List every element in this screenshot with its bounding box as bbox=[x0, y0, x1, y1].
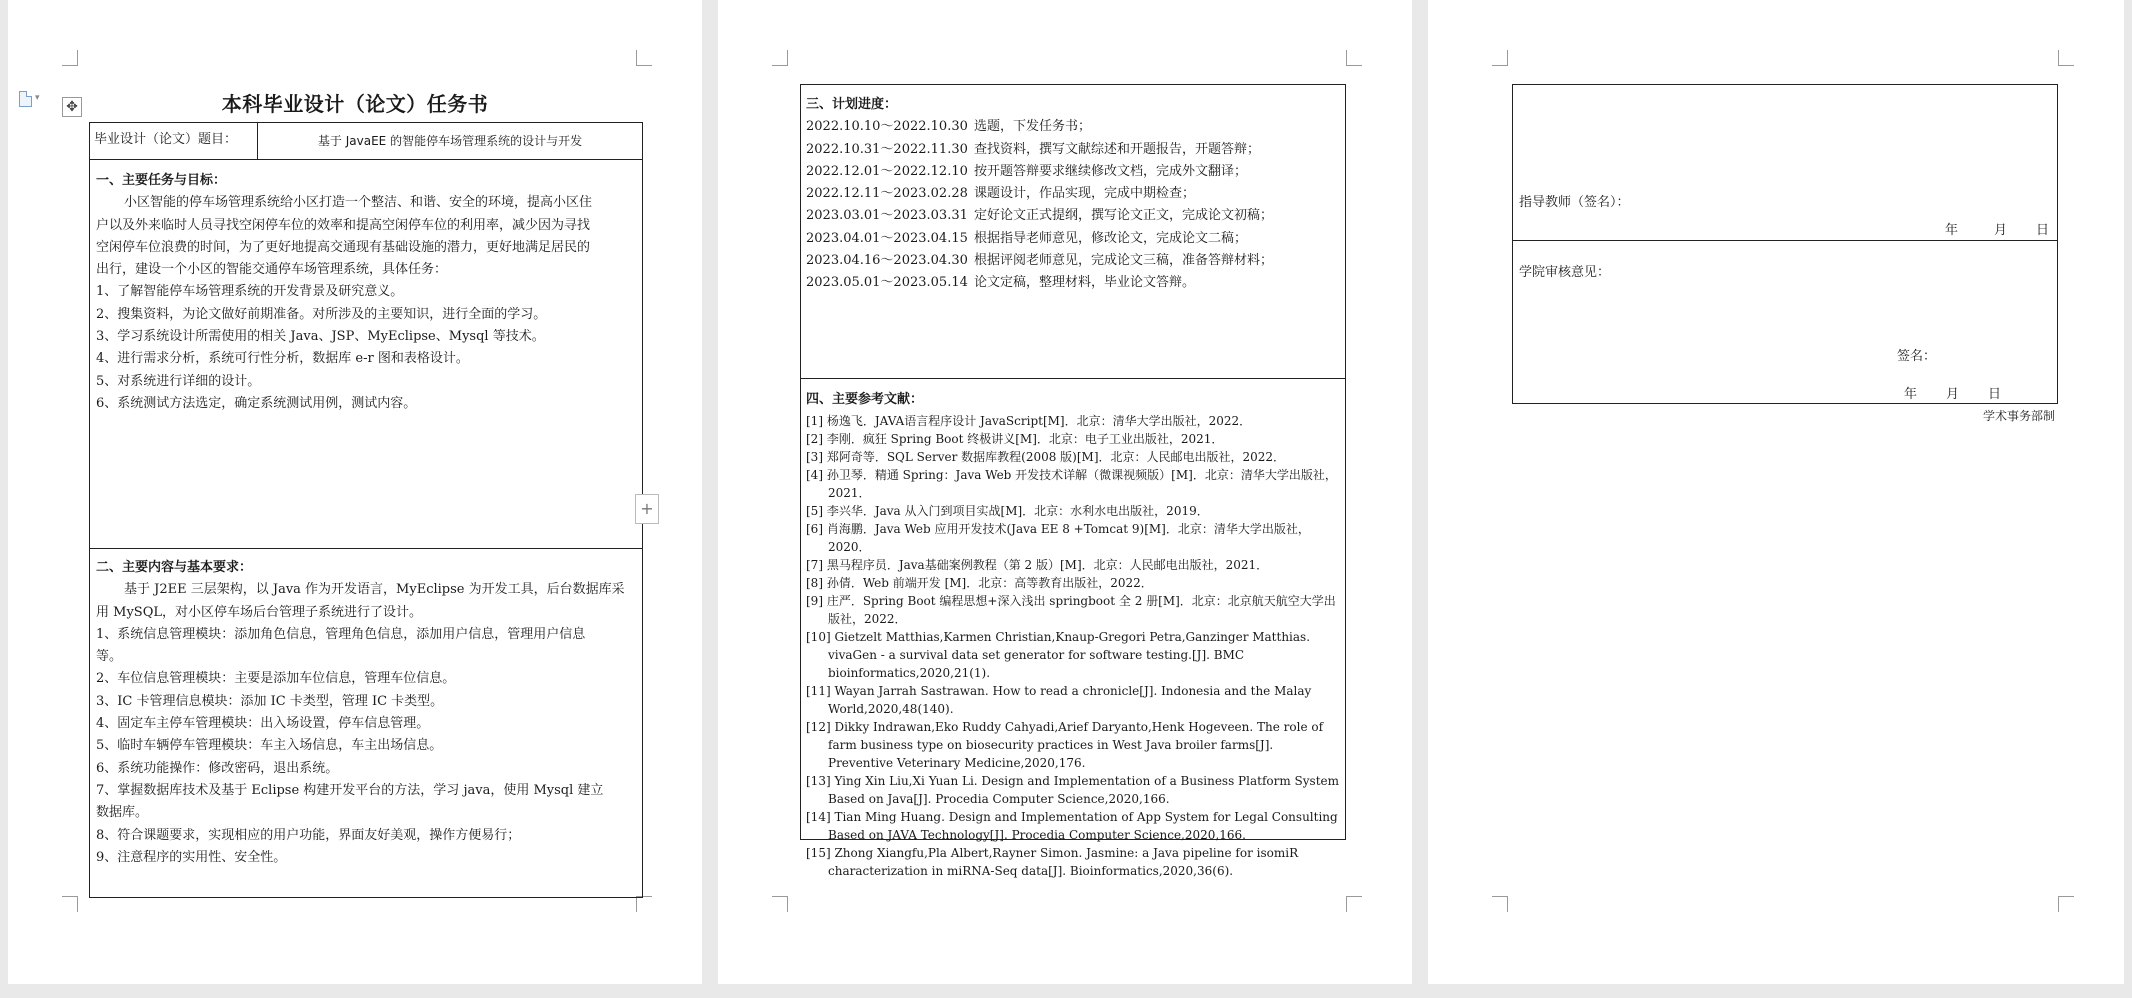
schedule-row bbox=[806, 228, 1342, 250]
schedule-dates: 2023.05.01～2023.05.14 bbox=[806, 275, 968, 291]
reference-item: [9] 庄严．Spring Boot 编程思想+深入浅出 springboot 全 2 册[M]．北京：北京航天航空大学出版社，2022． bbox=[806, 594, 1336, 626]
schedule-row bbox=[806, 250, 1342, 272]
list-item: 2、搜集资料，为论文做好前期准备。对所涉及的主要知识，进行全面的学习。 bbox=[96, 306, 547, 322]
crop-mark bbox=[2058, 896, 2074, 912]
date-day: 日 bbox=[2036, 223, 2050, 238]
schedule-row bbox=[806, 116, 1342, 138]
text-line: 小区智能的停车场管理系统给小区打造一个整洁、和谐、安全的环境，提高小区住 bbox=[124, 195, 593, 211]
date-year: 年 bbox=[1945, 223, 1959, 238]
date-month: 月 bbox=[1946, 387, 1960, 402]
schedule-row bbox=[806, 161, 1342, 183]
crop-mark bbox=[62, 50, 78, 66]
list-item: 3、学习系统设计所需使用的相关 Java、JSP、MyEclipse、Mysql 等技术。 bbox=[96, 329, 545, 345]
schedule-task: 按开题答辩要求继续修改文档，完成外文翻译； bbox=[974, 163, 1248, 179]
page-2 bbox=[718, 0, 1412, 984]
page-1 bbox=[8, 0, 702, 984]
reference-item: [1] 杨逸飞．JAVA语言程序设计 JavaScript[M]．北京：清华大学出版社，2022． bbox=[806, 414, 1252, 428]
chevron-down-icon[interactable]: ▾ bbox=[35, 93, 40, 103]
section3-body[interactable] bbox=[806, 94, 1342, 295]
schedule-row bbox=[806, 272, 1342, 294]
document-title[interactable]: 本科毕业设计（论文）任务书 bbox=[221, 92, 489, 116]
row-divider bbox=[89, 548, 643, 549]
document-icon[interactable] bbox=[19, 91, 32, 107]
page-3 bbox=[1428, 0, 2124, 984]
table-move-icon[interactable]: ✥ bbox=[62, 97, 82, 117]
crop-mark bbox=[1492, 50, 1508, 66]
schedule-row bbox=[806, 139, 1342, 161]
section3-heading: 三、计划进度： bbox=[806, 97, 898, 112]
reference-item: [13] Ying Xin Liu,Xi Yuan Li. Design and Implementation of a Business Platform System Based on Java[J]. Procedia Computer Science,2020,166. bbox=[806, 774, 1340, 806]
topic-label[interactable]: 毕业设计（论文）题目： bbox=[94, 132, 238, 147]
date-year: 年 bbox=[1904, 387, 1918, 402]
row-divider bbox=[800, 378, 1346, 379]
reference-item: [6] 肖海鹏．Java Web 应用开发技术(Java EE 8 +Tomcat 9)[M]．北京：清华大学出版社，2020． bbox=[806, 522, 1310, 554]
schedule-dates: 2023.04.16～2023.04.30 bbox=[806, 253, 968, 269]
reference-item: [7] 黑马程序员．Java基础案例教程（第 2 版）[M]．北京：人民邮电出版社，2021． bbox=[806, 558, 1269, 572]
schedule-dates: 2023.03.01～2023.03.31 bbox=[806, 208, 968, 224]
crop-mark bbox=[2058, 50, 2074, 66]
list-item: 9、注意程序的实用性、安全性。 bbox=[96, 849, 287, 865]
list-item: 1、了解智能停车场管理系统的开发背景及研究意义。 bbox=[96, 284, 404, 300]
college-review-label[interactable]: 学院审核意见： bbox=[1519, 265, 1611, 280]
list-item: 8、符合课题要求，实现相应的用户功能，界面友好美观，操作方便易行； bbox=[96, 827, 521, 843]
schedule-task: 论文定稿，整理材料，毕业论文答辩。 bbox=[974, 275, 1196, 291]
crop-mark bbox=[772, 896, 788, 912]
schedule-task: 根据指导老师意见，修改论文，完成论文二稿； bbox=[974, 230, 1248, 246]
approval-table[interactable] bbox=[1512, 84, 2058, 404]
list-item: 7、掌握数据库技术及基于 Eclipse 构建开发平台的方法，学习 java，使用 Mysql 建立 bbox=[96, 782, 604, 798]
list-item: 6、系统功能操作：修改密码，退出系统。 bbox=[96, 760, 339, 776]
reference-item: [12] Dikky Indrawan,Eko Ruddy Cahyadi,Arief Daryanto,Henk Hogeveen. The role of farm business type on biosecurity practices in West Java broiler farms[J]. Preventive Veterinary Medicine,2020,176. bbox=[806, 720, 1324, 770]
crop-mark bbox=[772, 50, 788, 66]
reference-item: [3] 郑阿奇等．SQL Server 数据库教程(2008 版)[M]．北京：人民邮电出版社，2022． bbox=[806, 450, 1286, 464]
reference-item: [14] Tian Ming Huang. Design and Implementation of App System for Legal Consulting Based on JAVA Technology[J]. Procedia Computer Science,2020,166. bbox=[806, 810, 1338, 842]
list-item: 等。 bbox=[96, 649, 123, 665]
reference-item: [4] 孙卫琴．精通 Spring：Java Web 开发技术详解（微课视频版）[M]．北京：清华大学出版社，2021． bbox=[806, 468, 1337, 500]
row-divider bbox=[89, 159, 643, 160]
signature-label[interactable]: 签名： bbox=[1897, 349, 1937, 364]
section4-heading: 四、主要参考文献： bbox=[806, 392, 924, 407]
footer-note: 学术事务部制 bbox=[1983, 409, 2056, 423]
schedule-task: 查找资料，撰写文献综述和开题报告，开题答辩； bbox=[974, 141, 1261, 157]
reference-item: [10] Gietzelt Matthias,Karmen Christian,Knaup-Gregori Petra,Ganzinger Matthias. vivaGen - a survival data set generator for software testing.[J]. BMC bioinformatics,2020,21(1). bbox=[806, 630, 1311, 680]
list-item: 数据库。 bbox=[96, 805, 149, 821]
crop-mark bbox=[636, 896, 652, 912]
reference-item: [11] Wayan Jarrah Sastrawan. How to read a chronicle[J]. Indonesia and the Malay World,2020,48(140). bbox=[806, 684, 1312, 716]
schedule-dates: 2023.04.01～2023.04.15 bbox=[806, 230, 968, 246]
date-month: 月 bbox=[1994, 223, 2008, 238]
list-item: 1、系统信息管理模块：添加角色信息，管理角色信息，添加用户信息，管理用户信息 bbox=[96, 626, 586, 642]
crop-mark bbox=[1346, 50, 1362, 66]
text-line: 基于 J2EE 三层架构，以 Java 作为开发语言，MyEclipse 为开发工具，后台数据库采 bbox=[124, 582, 625, 598]
add-row-icon[interactable]: + bbox=[635, 494, 659, 524]
schedule-row bbox=[806, 205, 1342, 227]
section4-body[interactable] bbox=[806, 388, 1340, 880]
section1-body[interactable] bbox=[96, 170, 638, 415]
crop-mark bbox=[62, 896, 78, 912]
schedule-task: 选题，下发任务书； bbox=[974, 119, 1092, 135]
schedule-task: 课题设计，作品实现，完成中期检查； bbox=[974, 186, 1196, 202]
crop-mark bbox=[1346, 896, 1362, 912]
schedule-task: 根据评阅老师意见，完成论文三稿，准备答辩材料； bbox=[974, 253, 1274, 269]
advisor-signature-label[interactable]: 指导教师（签名）： bbox=[1519, 195, 1630, 210]
text-line: 用 MySQL，对小区停车场后台管理子系统进行了设计。 bbox=[96, 604, 422, 620]
list-item: 2、车位信息管理模块：主要是添加车位信息，管理车位信息。 bbox=[96, 671, 456, 687]
text-line: 空闲停车位浪费的时间，为了更好地提高交通现有基础设施的潜力，更好地满足居民的 bbox=[96, 239, 591, 255]
section1-heading: 一、主要任务与目标： bbox=[96, 173, 227, 188]
section2-body[interactable] bbox=[96, 557, 638, 869]
schedule-dates: 2022.12.11～2023.02.28 bbox=[806, 186, 968, 202]
crop-mark bbox=[1492, 896, 1508, 912]
schedule-dates: 2022.10.31～2022.11.30 bbox=[806, 141, 968, 157]
schedule-row bbox=[806, 183, 1342, 205]
reference-item: [5] 李兴华．Java 从入门到项目实战[M]．北京：水利水电出版社，2019． bbox=[806, 504, 1209, 518]
reference-item: [2] 李刚．疯狂 Spring Boot 终极讲义[M]．北京：电子工业出版社，2021． bbox=[806, 432, 1224, 446]
list-item: 4、进行需求分析，系统可行性分析，数据库 e-r 图和表格设计。 bbox=[96, 351, 469, 367]
schedule-task: 定好论文正式提纲，撰写论文正文，完成论文初稿； bbox=[974, 208, 1274, 224]
section2-heading: 二、主要内容与基本要求： bbox=[96, 560, 253, 575]
text-line: 出行，建设一个小区的智能交通停车场管理系统，具体任务： bbox=[96, 262, 448, 278]
schedule-dates: 2022.10.10～2022.10.30 bbox=[806, 119, 968, 135]
row-divider bbox=[1512, 240, 2058, 241]
list-item: 5、对系统进行详细的设计。 bbox=[96, 373, 261, 389]
schedule-dates: 2022.12.01～2022.12.10 bbox=[806, 163, 968, 179]
date-day: 日 bbox=[1988, 387, 2002, 402]
text-line: 户以及外来临时人员寻找空闲停车位的效率和提高空闲停车位的利用率，减少因为寻找 bbox=[96, 217, 591, 233]
crop-mark bbox=[636, 50, 652, 66]
list-item: 5、临时车辆停车管理模块：车主入场信息，车主出场信息。 bbox=[96, 738, 443, 754]
reference-item: [8] 孙倩．Web 前端开发 [M]．北京：高等教育出版社，2022． bbox=[806, 576, 1153, 590]
reference-item: [15] Zhong Xiangfu,Pla Albert,Rayner Simon. Jasmine: a Java pipeline for isomiR characterization in miRNA-Seq data[J]. Bioinformatics,2020,36(6). bbox=[806, 846, 1299, 878]
list-item: 3、IC 卡管理信息模块：添加 IC 卡类型，管理 IC 卡类型。 bbox=[96, 693, 444, 709]
list-item: 6、系统测试方法选定，确定系统测试用例，测试内容。 bbox=[96, 395, 417, 411]
topic-value[interactable]: 基于 JavaEE 的智能停车场管理系统的设计与开发 bbox=[317, 134, 583, 148]
list-item: 4、固定车主停车管理模块：出入场设置，停车信息管理。 bbox=[96, 716, 430, 732]
